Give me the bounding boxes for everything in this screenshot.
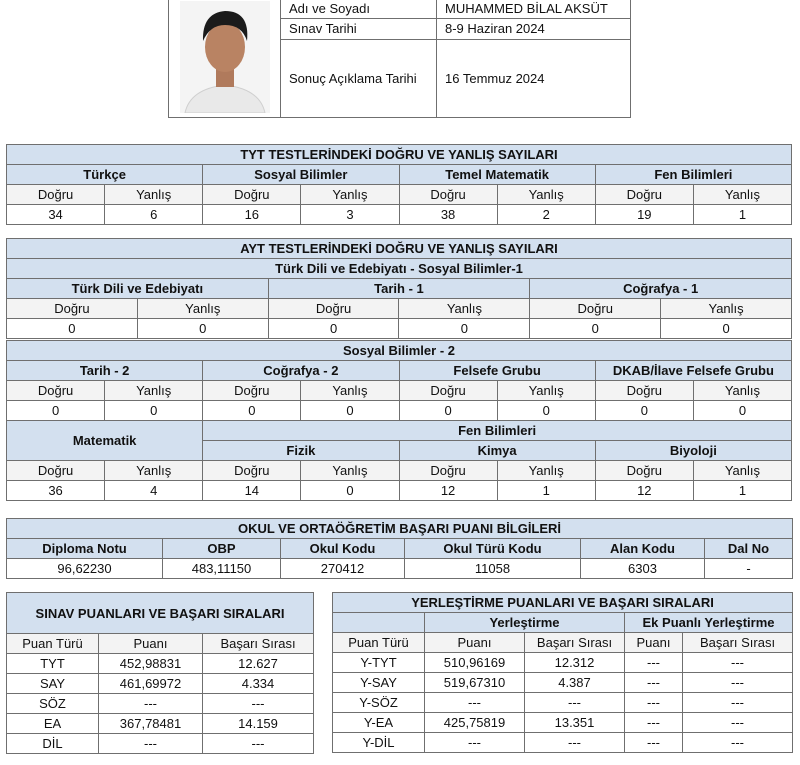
score-rank: 12.627 [203,654,314,674]
score-type: DİL [7,734,99,754]
placement-corner [333,613,425,633]
ayt-fizik-yanlis: 0 [301,481,399,501]
ayt-kimya-dogru: 12 [399,481,497,501]
ayt-subject-tarih2: Tarih - 2 [7,361,203,381]
col-yanlis: Yanlış [497,461,595,481]
ayt-tarih1-dogru: 0 [268,319,399,339]
placement-ek-score: --- [625,673,683,693]
ayt-kimya-yanlis: 1 [497,481,595,501]
tyt-subject-turkce: Türkçe [7,165,203,185]
score-rank: --- [203,694,314,714]
col-yanlis: Yanlış [105,185,203,205]
ayt-tarih2-yanlis: 0 [105,401,203,421]
col-dogru: Doğru [530,299,661,319]
col-yanlis: Yanlış [497,185,595,205]
ayt-subject-felsefe: Felsefe Grubu [399,361,595,381]
col-dogru: Doğru [203,185,301,205]
col-yanlis: Yanlış [301,381,399,401]
placement-table [332,592,793,753]
name-label: Adı ve Soyadı [281,0,437,19]
ayt-table-1 [6,238,792,339]
ayt-edebiyat-yanlis: 0 [137,319,268,339]
col-dogru: Doğru [203,381,301,401]
placement-type: Y-SÖZ [333,693,425,713]
col-dogru: Doğru [399,381,497,401]
placement-rank: --- [525,693,625,713]
ayt-subject-edebiyat: Türk Dili ve Edebiyatı [7,279,269,299]
col-puan-turu: Puan Türü [333,633,425,653]
col-yanlis: Yanlış [693,185,791,205]
placement-score: --- [425,693,525,713]
ayt-cografya2-yanlis: 0 [301,401,399,421]
placement-rank: 13.351 [525,713,625,733]
result-date: 16 Temmuz 2024 [437,39,631,117]
scores-table [6,592,314,754]
ayt-matematik-yanlis: 4 [105,481,203,501]
col-basari-sirasi: Başarı Sırası [525,633,625,653]
col-dogru: Doğru [268,299,399,319]
ayt-biyoloji-dogru: 12 [595,481,693,501]
col-dogru: Doğru [595,185,693,205]
placement-score: --- [425,733,525,753]
score-value: 452,98831 [99,654,203,674]
ayt-subject-matematik: Matematik [7,421,203,461]
dal-no-value: - [705,559,793,579]
placement-score: 519,67310 [425,673,525,693]
tyt-sosyal-yanlis: 3 [301,205,399,225]
okul-turu-kodu-value: 11058 [405,559,581,579]
ayt-dkab-dogru: 0 [595,401,693,421]
tyt-fen-yanlis: 1 [693,205,791,225]
col-yanlis: Yanlış [137,299,268,319]
ayt-group1-title: Türk Dili ve Edebiyatı - Sosyal Bilimler-1 [7,259,792,279]
placement-ek-rank: --- [683,693,793,713]
col-okul-kodu: Okul Kodu [281,539,405,559]
tyt-turkce-yanlis: 6 [105,205,203,225]
col-obp: OBP [163,539,281,559]
ayt-cografya1-dogru: 0 [530,319,661,339]
placement-ek-rank: --- [683,733,793,753]
col-ek-puani: Puanı [625,633,683,653]
ayt-title: AYT TESTLERİNDEKİ DOĞRU VE YANLIŞ SAYILARI [7,239,792,259]
col-puani: Puanı [425,633,525,653]
col-yanlis: Yanlış [497,381,595,401]
placement-sub-yerlestirme: Yerleştirme [425,613,625,633]
placement-ek-score: --- [625,713,683,733]
col-dogru: Doğru [203,461,301,481]
placement-rank: 12.312 [525,653,625,673]
score-value: 461,69972 [99,674,203,694]
ayt-subject-cografya1: Coğrafya - 1 [530,279,792,299]
placement-ek-rank: --- [683,673,793,693]
ayt-subject-biyoloji: Biyoloji [595,441,791,461]
alan-kodu-value: 6303 [581,559,705,579]
tyt-title: TYT TESTLERİNDEKİ DOĞRU VE YANLIŞ SAYILARI [7,145,792,165]
col-yanlis: Yanlış [105,461,203,481]
profile-table [168,0,631,118]
col-yanlis: Yanlış [399,299,530,319]
ayt-subject-tarih1: Tarih - 1 [268,279,530,299]
placement-type: Y-SAY [333,673,425,693]
score-type: SÖZ [7,694,99,714]
placement-type: Y-TYT [333,653,425,673]
tyt-sosyal-dogru: 16 [203,205,301,225]
result-date-label: Sonuç Açıklama Tarihi [281,39,437,117]
okul-kodu-value: 270412 [281,559,405,579]
col-yanlis: Yanlış [661,299,792,319]
diploma-notu-value: 96,62230 [7,559,163,579]
col-yanlis: Yanlış [693,381,791,401]
tyt-subject-matematik: Temel Matematik [399,165,595,185]
exam-date-label: Sınav Tarihi [281,19,437,39]
placement-ek-score: --- [625,653,683,673]
score-rank: --- [203,734,314,754]
col-puan-turu: Puan Türü [7,634,99,654]
placement-ek-score: --- [625,693,683,713]
ayt-tarih2-dogru: 0 [7,401,105,421]
tyt-subject-sosyal: Sosyal Bilimler [203,165,399,185]
col-diploma-notu: Diploma Notu [7,539,163,559]
col-puani: Puanı [99,634,203,654]
placement-title: YERLEŞTİRME PUANLARI VE BAŞARI SIRALARI [333,593,793,613]
student-photo-icon [180,1,270,113]
col-dogru: Doğru [7,381,105,401]
tyt-fen-dogru: 19 [595,205,693,225]
col-ek-basari-sirasi: Başarı Sırası [683,633,793,653]
ayt-edebiyat-dogru: 0 [7,319,138,339]
student-name: MUHAMMED BİLAL AKSÜT [437,0,631,19]
ayt-tarih1-yanlis: 0 [399,319,530,339]
score-rank: 4.334 [203,674,314,694]
col-dogru: Doğru [399,185,497,205]
placement-ek-rank: --- [683,653,793,673]
placement-rank: --- [525,733,625,753]
score-value: --- [99,734,203,754]
profile-photo [169,0,281,118]
score-type: SAY [7,674,99,694]
placement-rank: 4.387 [525,673,625,693]
col-yanlis: Yanlış [105,381,203,401]
ayt-dkab-yanlis: 0 [693,401,791,421]
exam-date: 8-9 Haziran 2024 [437,19,631,39]
placement-score: 510,96169 [425,653,525,673]
col-dal-no: Dal No [705,539,793,559]
col-dogru: Doğru [595,381,693,401]
col-alan-kodu: Alan Kodu [581,539,705,559]
tyt-subject-fen: Fen Bilimleri [595,165,791,185]
school-table [6,518,793,579]
ayt-group2-title: Sosyal Bilimler - 2 [7,341,792,361]
tyt-table [6,144,792,225]
ayt-matematik-dogru: 36 [7,481,105,501]
placement-score: 425,75819 [425,713,525,733]
scores-title: SINAV PUANLARI VE BAŞARI SIRALARI [7,593,314,634]
col-dogru: Doğru [7,299,138,319]
score-rank: 14.159 [203,714,314,734]
score-type: EA [7,714,99,734]
col-yanlis: Yanlış [693,461,791,481]
tyt-turkce-dogru: 34 [7,205,105,225]
placement-sub-ek-puanli: Ek Puanlı Yerleştirme [625,613,793,633]
tyt-matematik-yanlis: 2 [497,205,595,225]
ayt-fizik-dogru: 14 [203,481,301,501]
col-okul-turu-kodu: Okul Türü Kodu [405,539,581,559]
col-dogru: Doğru [399,461,497,481]
score-type: TYT [7,654,99,674]
placement-type: Y-DİL [333,733,425,753]
ayt-cografya1-yanlis: 0 [661,319,792,339]
score-value: 367,78481 [99,714,203,734]
ayt-felsefe-yanlis: 0 [497,401,595,421]
placement-ek-score: --- [625,733,683,753]
placement-ek-rank: --- [683,713,793,733]
ayt-subject-fizik: Fizik [203,441,399,461]
score-value: --- [99,694,203,714]
tyt-matematik-dogru: 38 [399,205,497,225]
ayt-subject-kimya: Kimya [399,441,595,461]
col-yanlis: Yanlış [301,185,399,205]
col-basari-sirasi: Başarı Sırası [203,634,314,654]
col-dogru: Doğru [7,185,105,205]
ayt-subject-dkab: DKAB/İlave Felsefe Grubu [595,361,791,381]
obp-value: 483,11150 [163,559,281,579]
ayt-biyoloji-yanlis: 1 [693,481,791,501]
placement-type: Y-EA [333,713,425,733]
ayt-felsefe-dogru: 0 [399,401,497,421]
col-dogru: Doğru [7,461,105,481]
school-title: OKUL VE ORTAÖĞRETİM BAŞARI PUANI BİLGİLERİ [7,519,793,539]
ayt-table-2 [6,340,792,501]
ayt-cografya2-dogru: 0 [203,401,301,421]
ayt-subject-cografya2: Coğrafya - 2 [203,361,399,381]
col-yanlis: Yanlış [301,461,399,481]
col-dogru: Doğru [595,461,693,481]
ayt-science-title: Fen Bilimleri [203,421,792,441]
